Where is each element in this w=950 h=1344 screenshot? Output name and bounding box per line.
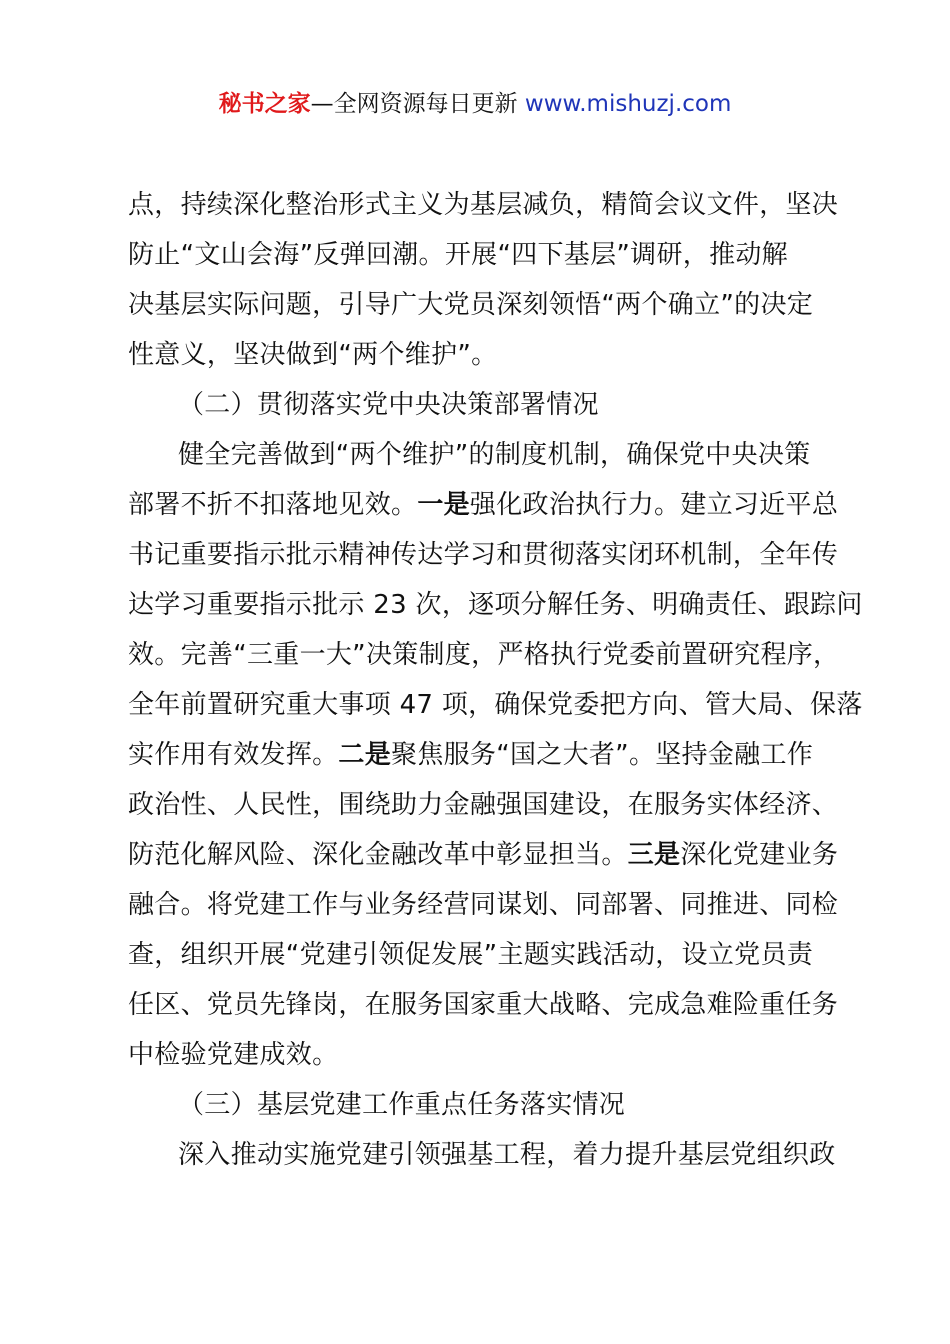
paragraph-line: 点，持续深化整治形式主义为基层减负，精简会议文件，坚决 <box>128 190 839 220</box>
paragraph-line: 政治性、人民性，围绕助力金融强国建设，在服务实体经济、 <box>128 790 839 820</box>
paragraph-line: 融合。将党建工作与业务经营同谋划、同部署、同推进、同检 <box>128 890 839 920</box>
site-url-link[interactable]: www.mishuzj.com <box>524 91 732 117</box>
site-brand: 秘书之家 <box>218 91 311 117</box>
paragraph-line: 决基层实际问题，引导广大党员深刻领悟“两个确立”的决定 <box>128 290 814 320</box>
site-tagline: —全网资源每日更新 <box>310 91 518 117</box>
section-heading-3: （三）基层党建工作重点任务落实情况 <box>178 1090 626 1120</box>
paragraph-text: 部署不折不扣落地见效。 <box>128 490 418 520</box>
document-body <box>128 180 863 1180</box>
paragraph-line <box>128 480 839 530</box>
point-marker-3: 三是 <box>627 840 681 870</box>
paragraph-line: 效。完善“三重一大”决策制度，严格执行党委前置研究程序， <box>128 640 840 670</box>
paragraph-line: 深入推动实施党建引领强基工程，着力提升基层党组织政 <box>178 1140 836 1170</box>
site-header <box>0 86 950 122</box>
paragraph-line: 书记重要指示批示精神传达学习和贯彻落实闭环机制，全年传 <box>128 540 839 570</box>
paragraph-line: 健全完善做到“两个维护”的制度机制，确保党中央决策 <box>178 440 811 470</box>
paragraph-line: 中检验党建成效。 <box>128 1040 339 1070</box>
paragraph-text: 深化党建业务 <box>680 840 839 870</box>
paragraph-text: 实作用有效发挥。 <box>128 740 339 770</box>
paragraph-text: 聚焦服务“国之大者”。坚持金融工作 <box>391 740 814 770</box>
paragraph-line <box>128 830 839 880</box>
point-marker-1: 一是 <box>417 490 470 520</box>
paragraph-line: 性意义，坚决做到“两个维护”。 <box>128 340 498 370</box>
paragraph-line: 达学习重要指示批示 23 次，逐项分解任务、明确责任、跟踪问 <box>128 590 863 620</box>
section-heading-2: （二）贯彻落实党中央决策部署情况 <box>178 390 599 420</box>
paragraph-line: 全年前置研究重大事项 47 项，确保党委把方向、管大局、保落 <box>128 690 863 720</box>
paragraph-line: 查，组织开展“党建引领促发展”主题实践活动，设立党员责 <box>128 940 814 970</box>
paragraph-line <box>128 730 833 780</box>
paragraph-text: 强化政治执行力。建立习近平总 <box>469 490 839 520</box>
paragraph-line: 任区、党员先锋岗，在服务国家重大战略、完成急难险重任务 <box>128 990 839 1020</box>
paragraph-line: 防止“文山会海”反弹回潮。开展“四下基层”调研，推动解 <box>128 240 788 270</box>
point-marker-2: 二是 <box>338 740 392 770</box>
paragraph-text: 防范化解风险、深化金融改革中彰显担当。 <box>128 840 628 870</box>
